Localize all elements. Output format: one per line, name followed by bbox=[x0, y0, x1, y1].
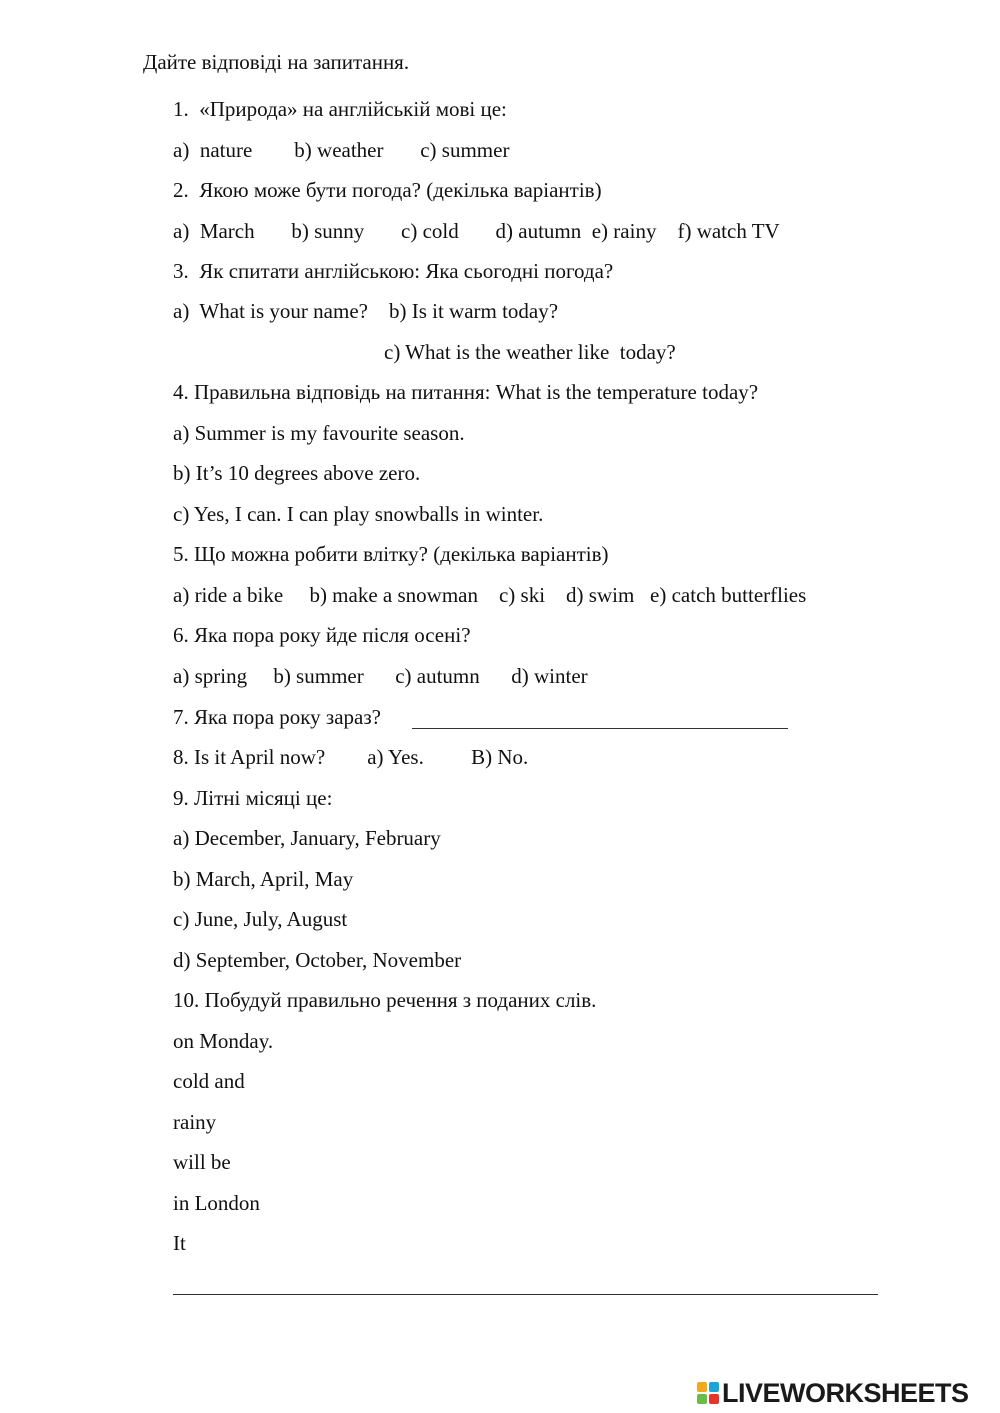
word-will-be: will be bbox=[173, 1150, 231, 1174]
question-4: 4. Правильна відповідь на питання: What is the temperature today? bbox=[173, 380, 759, 404]
question-5: 5. Що можна робити влітку? (декілька варіантів) bbox=[173, 542, 609, 566]
question-3-option-c: c) What is the weather like today? bbox=[384, 340, 676, 364]
question-8: 8. Is it April now? a) Yes. B) No. bbox=[173, 745, 529, 769]
question-4-option-c: c) Yes, I can. I can play snowballs in winter. bbox=[173, 502, 544, 526]
question-2: 2. Якою може бути погода? (декілька варіантів) bbox=[173, 178, 602, 202]
liveworksheets-logo bbox=[697, 1378, 969, 1408]
question-3-options: a) What is your name? b) Is it warm today? bbox=[173, 299, 559, 323]
question-3: 3. Як спитати англійською: Яка сьогодні погода? bbox=[173, 259, 614, 283]
question-10: 10. Побудуй правильно речення з поданих слів. bbox=[173, 988, 597, 1012]
logo-text: LIVEWORKSHEETS bbox=[722, 1377, 969, 1408]
logo-square-4 bbox=[709, 1394, 719, 1404]
word-in-london: in London bbox=[173, 1191, 260, 1215]
question-9-option-a: a) December, January, February bbox=[173, 826, 441, 850]
question-4-option-a: a) Summer is my favourite season. bbox=[173, 421, 465, 445]
question-1: 1. «Природа» на англійській мові це: bbox=[173, 97, 507, 121]
word-cold-and: cold and bbox=[173, 1069, 245, 1093]
logo-square-2 bbox=[709, 1382, 719, 1392]
instruction: Дайте відповіді на запитання. bbox=[143, 50, 410, 74]
question-6: 6. Яка пора року йде після осені? bbox=[173, 623, 471, 647]
question-1-options: a) nature b) weather c) summer bbox=[173, 138, 510, 162]
question-6-options: a) spring b) summer c) autumn d) winter bbox=[173, 664, 588, 688]
question-9-option-c: c) June, July, August bbox=[173, 907, 348, 931]
logo-mark-icon bbox=[697, 1382, 719, 1404]
logo-square-3 bbox=[697, 1394, 707, 1404]
word-it: It bbox=[173, 1231, 186, 1255]
word-on-monday: on Monday. bbox=[173, 1029, 274, 1053]
question-7: 7. Яка пора року зараз? bbox=[173, 705, 381, 729]
question-2-options: a) March b) sunny c) cold d) autumn e) rainy f) watch TV bbox=[173, 219, 780, 243]
question-9: 9. Літні місяці це: bbox=[173, 786, 333, 810]
question-9-option-b: b) March, April, May bbox=[173, 867, 354, 891]
word-rainy: rainy bbox=[173, 1110, 217, 1134]
question-4-option-b: b) It’s 10 degrees above zero. bbox=[173, 461, 421, 485]
question-5-options: a) ride a bike b) make a snowman c) ski d) swim e) catch butterflies bbox=[173, 583, 807, 607]
answer-blank-7[interactable] bbox=[412, 728, 788, 729]
answer-blank-10[interactable] bbox=[173, 1294, 878, 1295]
logo-square-1 bbox=[697, 1382, 707, 1392]
question-9-option-d: d) September, October, November bbox=[173, 948, 462, 972]
